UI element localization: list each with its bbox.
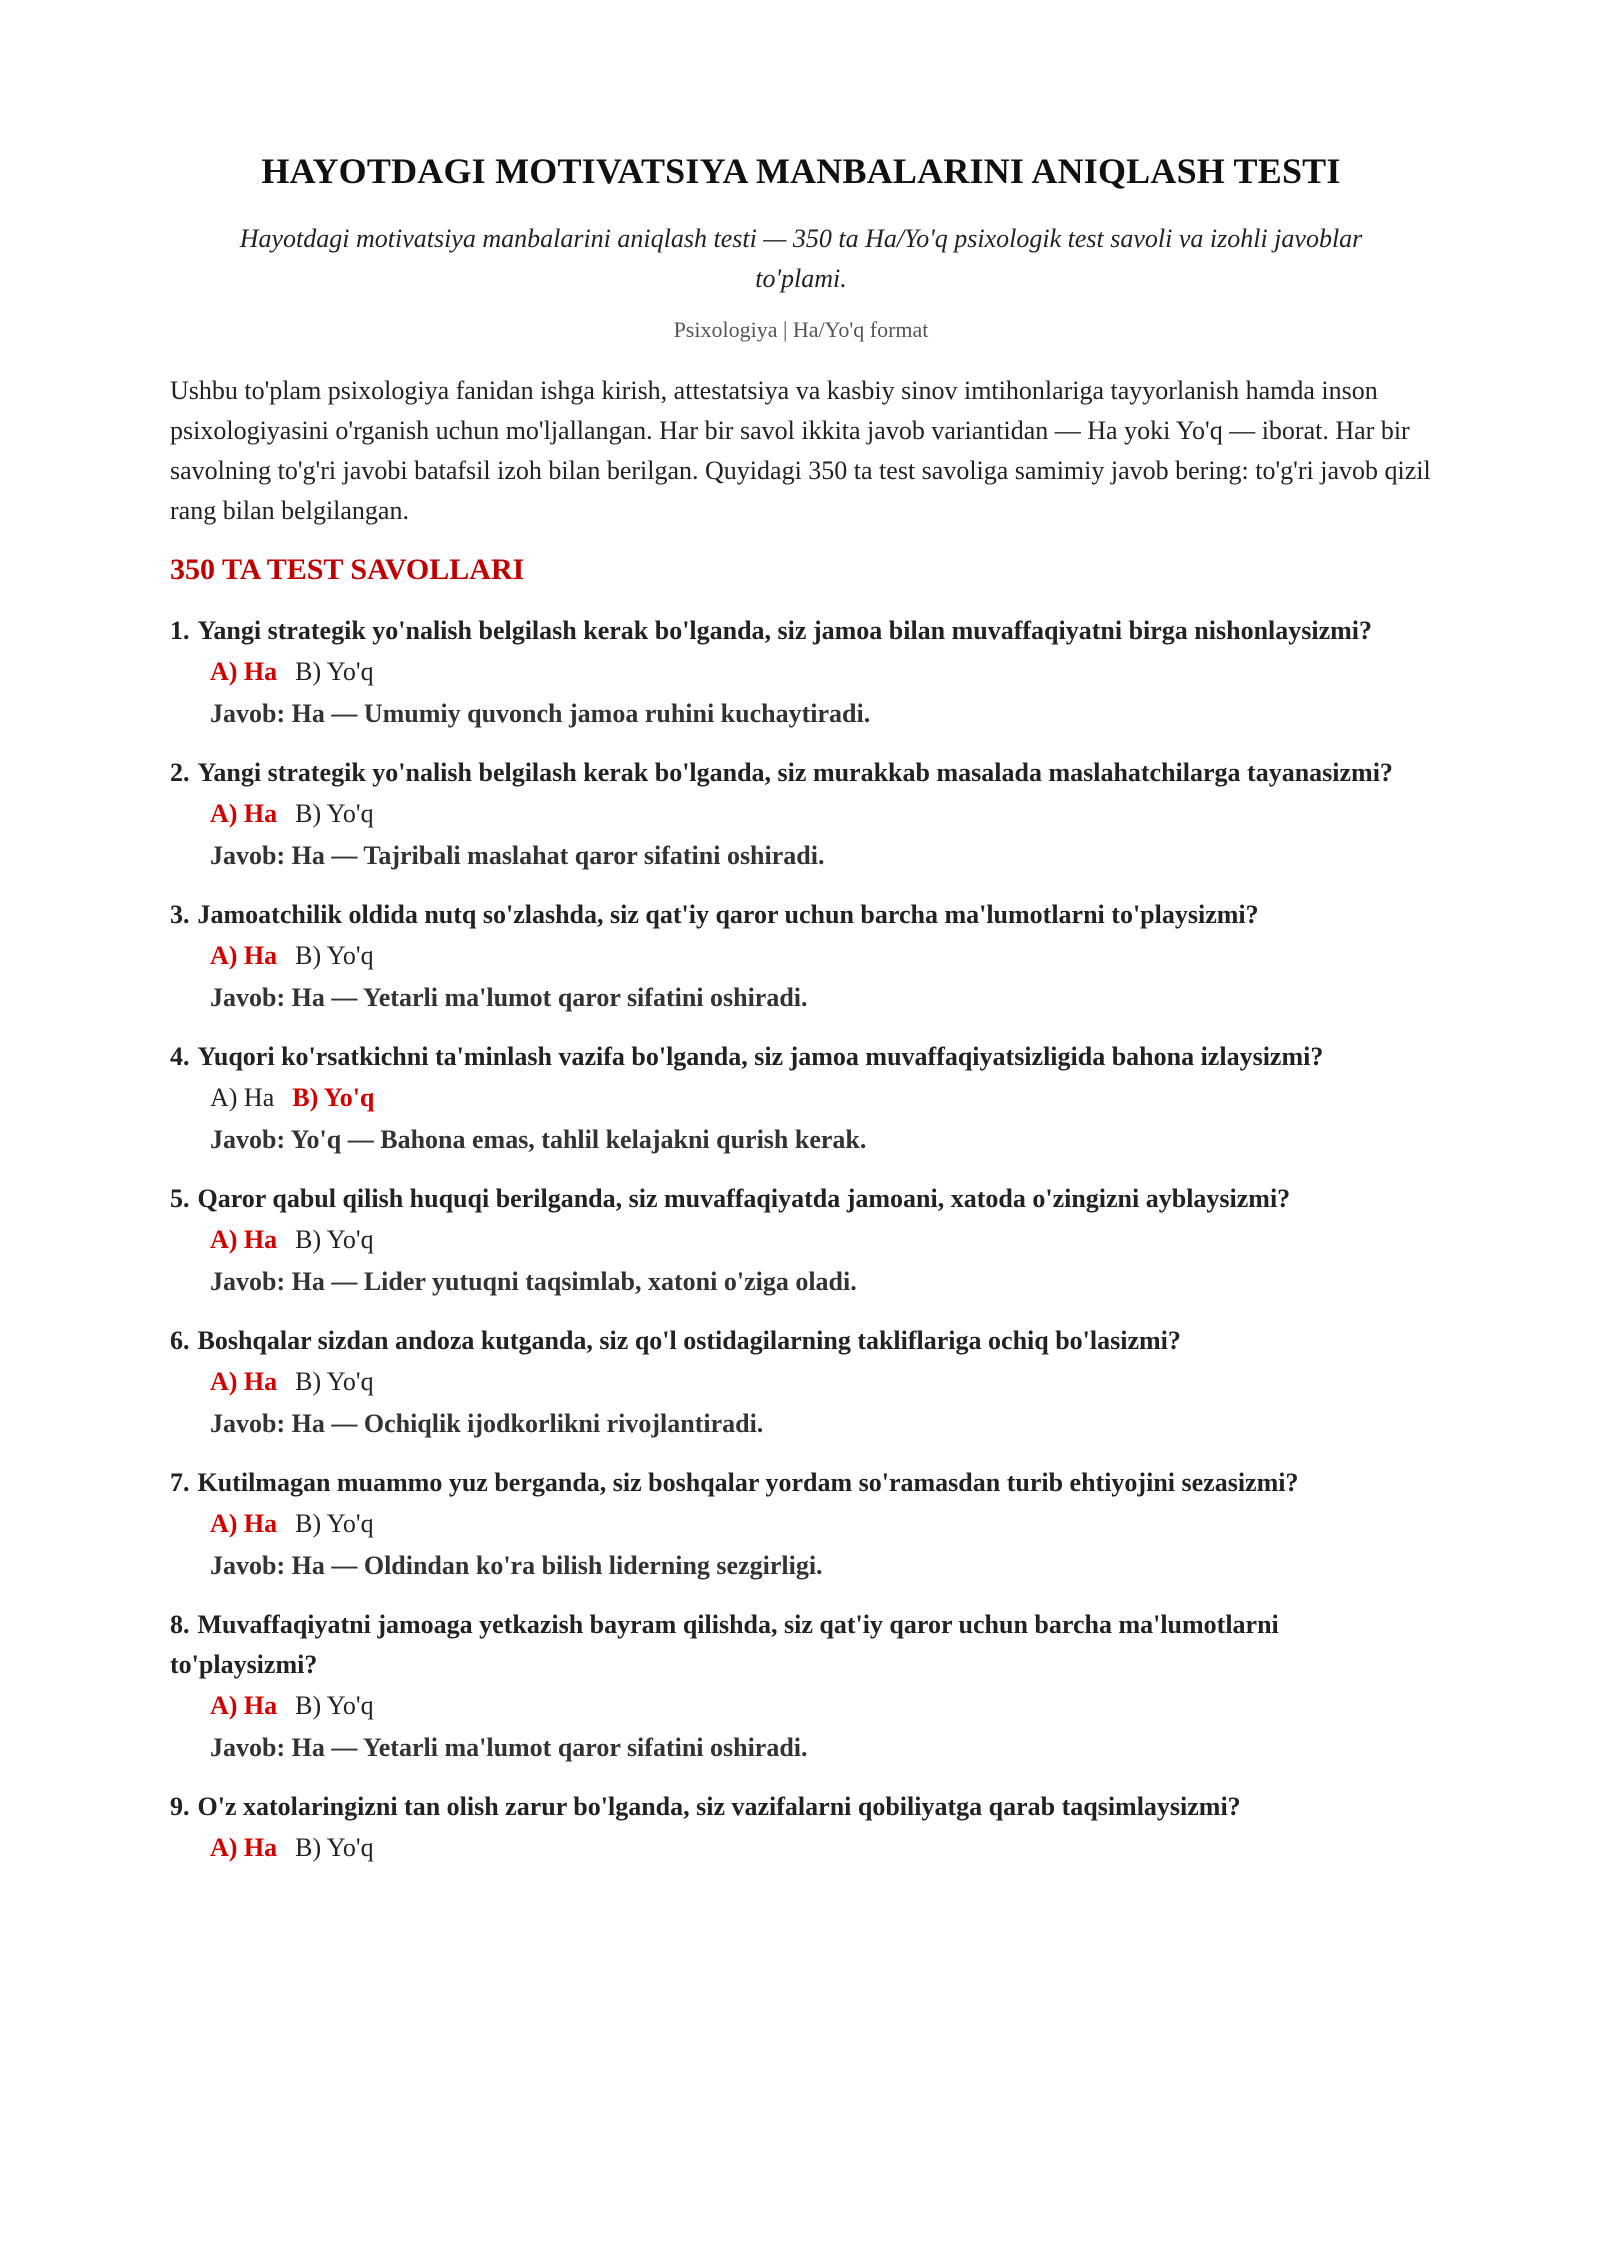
option-b[interactable]: B) Yo'q — [295, 941, 374, 971]
option-b[interactable]: B) Yo'q — [295, 799, 374, 829]
option-a[interactable]: A) Ha — [210, 941, 278, 971]
answer-options — [170, 1361, 1432, 1403]
intro-paragraph: Ushbu to'plam psixologiya fanidan ishga kirish, attestatsiya va kasbiy sinov imtihonlariga tayyorlanish hamda inson psixologiyasini o'rganish uchun mo'ljallangan. Har bir savol ikkita javob variantidan — Ha yoki Yo'q — iborat. Har bir savolning to'g'ri javobi batafsil izoh bilan berilgan. Quyidagi 350 ta test savoliga samimiy javob bering: to'g'ri javob qizil rang bilan belgilangan. — [170, 376, 1431, 526]
option-a[interactable]: A) Ha — [210, 1833, 278, 1863]
question-item — [170, 1463, 1432, 1587]
option-a[interactable]: A) Ha — [210, 1509, 278, 1539]
question-text — [170, 753, 1432, 793]
question-text — [170, 1463, 1432, 1503]
option-b[interactable]: B) Yo'q — [292, 1083, 375, 1113]
question-body: Jamoatchilik oldida nutq so'zlashda, siz qat'iy qaror uchun barcha ma'lumotlarni to'playsizmi? — [197, 900, 1259, 930]
question-item — [170, 1321, 1432, 1445]
answer-options — [170, 1503, 1432, 1545]
question-number: 8. — [170, 1610, 190, 1640]
answer-explanation: Javob: Yo'q — Bahona emas, tahlil kelajakni qurish kerak. — [210, 1125, 867, 1155]
answer-options — [170, 935, 1432, 977]
question-body: Qaror qabul qilish huquqi berilganda, siz muvaffaqiyatda jamoani, xatoda o'zingizni ayblaysizmi? — [197, 1184, 1291, 1214]
option-a[interactable]: A) Ha — [210, 1225, 278, 1255]
answer-explanation: Javob: Ha — Ochiqlik ijodkorlikni rivojlantiradi. — [210, 1409, 764, 1439]
question-item — [170, 1037, 1432, 1161]
document-subtitle: Hayotdagi motivatsiya manbalarini aniqlash testi — 350 ta Ha/Yo'q psixologik test savoli va izohli javoblar to'plami. — [239, 224, 1363, 294]
question-text — [170, 1321, 1432, 1361]
question-body: O'z xatolaringizni tan olish zarur bo'lganda, siz vazifalarni qobiliyatga qarab taqsimlaysizmi? — [197, 1792, 1241, 1822]
document-title: HAYOTDAGI MOTIVATSIYA MANBALARINI ANIQLASH TESTI — [261, 151, 1341, 191]
question-text — [170, 1037, 1432, 1077]
section-heading: 350 TA TEST SAVOLLARI — [170, 553, 525, 587]
question-item — [170, 1179, 1432, 1303]
question-item — [170, 611, 1432, 735]
answer-explanation: Javob: Ha — Umumiy quvonch jamoa ruhini kuchaytiradi. — [210, 699, 871, 729]
question-text — [170, 611, 1432, 651]
question-item — [170, 895, 1432, 1019]
answer-explanation: Javob: Ha — Lider yutuqni taqsimlab, xatoni o'ziga oladi. — [210, 1267, 857, 1297]
option-b[interactable]: B) Yo'q — [295, 1691, 374, 1721]
option-b[interactable]: B) Yo'q — [295, 1833, 374, 1863]
question-body: Muvaffaqiyatni jamoaga yetkazish bayram qilishda, siz qat'iy qaror uchun barcha ma'lumotlarni to'playsizmi? — [170, 1610, 1279, 1680]
document-page — [170, 150, 1432, 1887]
answer-options — [170, 651, 1432, 693]
answer-options — [170, 1827, 1432, 1869]
answer-options — [170, 1219, 1432, 1261]
option-b[interactable]: B) Yo'q — [295, 1225, 374, 1255]
question-number: 9. — [170, 1792, 190, 1822]
question-item — [170, 1787, 1432, 1869]
question-item — [170, 1605, 1432, 1769]
question-number: 5. — [170, 1184, 190, 1214]
question-body: Yuqori ko'rsatkichni ta'minlash vazifa bo'lganda, siz jamoa muvaffaqiyatsizligida bahona izlaysizmi? — [197, 1042, 1324, 1072]
answer-explanation: Javob: Ha — Tajribali maslahat qaror sifatini oshiradi. — [210, 841, 825, 871]
question-body: Boshqalar sizdan andoza kutganda, siz qo'l ostidagilarning takliflariga ochiq bo'lasizmi? — [197, 1326, 1181, 1356]
question-body: Kutilmagan muammo yuz berganda, siz boshqalar yordam so'ramasdan turib ehtiyojini sezasizmi? — [197, 1468, 1299, 1498]
option-a[interactable]: A) Ha — [210, 657, 278, 687]
option-b[interactable]: B) Yo'q — [295, 1367, 374, 1397]
option-b[interactable]: B) Yo'q — [295, 1509, 374, 1539]
answer-explanation: Javob: Ha — Oldindan ko'ra bilish liderning sezgirligi. — [210, 1551, 823, 1581]
option-a[interactable]: A) Ha — [210, 799, 278, 829]
question-text — [170, 1787, 1432, 1827]
question-body: Yangi strategik yo'nalish belgilash kerak bo'lganda, siz jamoa bilan muvaffaqiyatni birga nishonlaysizmi? — [197, 616, 1373, 646]
option-b[interactable]: B) Yo'q — [295, 657, 374, 687]
question-item — [170, 753, 1432, 877]
answer-options — [170, 1685, 1432, 1727]
question-text — [170, 1179, 1432, 1219]
answer-options — [170, 1077, 1432, 1119]
answer-explanation: Javob: Ha — Yetarli ma'lumot qaror sifatini oshiradi. — [210, 1733, 808, 1763]
question-number: 1. — [170, 616, 190, 646]
document-meta: Psixologiya | Ha/Yo'q format — [673, 317, 929, 343]
question-body: Yangi strategik yo'nalish belgilash kerak bo'lganda, siz murakkab masalada maslahatchilarga tayanasizmi? — [197, 758, 1393, 788]
question-number: 7. — [170, 1468, 190, 1498]
question-text — [170, 895, 1432, 935]
question-number: 4. — [170, 1042, 190, 1072]
question-list — [170, 611, 1432, 1869]
question-number: 2. — [170, 758, 190, 788]
option-a[interactable]: A) Ha — [210, 1083, 275, 1113]
question-number: 6. — [170, 1326, 190, 1356]
answer-options — [170, 793, 1432, 835]
question-number: 3. — [170, 900, 190, 930]
question-text — [170, 1605, 1432, 1685]
option-a[interactable]: A) Ha — [210, 1367, 278, 1397]
answer-explanation: Javob: Ha — Yetarli ma'lumot qaror sifatini oshiradi. — [210, 983, 808, 1013]
option-a[interactable]: A) Ha — [210, 1691, 278, 1721]
